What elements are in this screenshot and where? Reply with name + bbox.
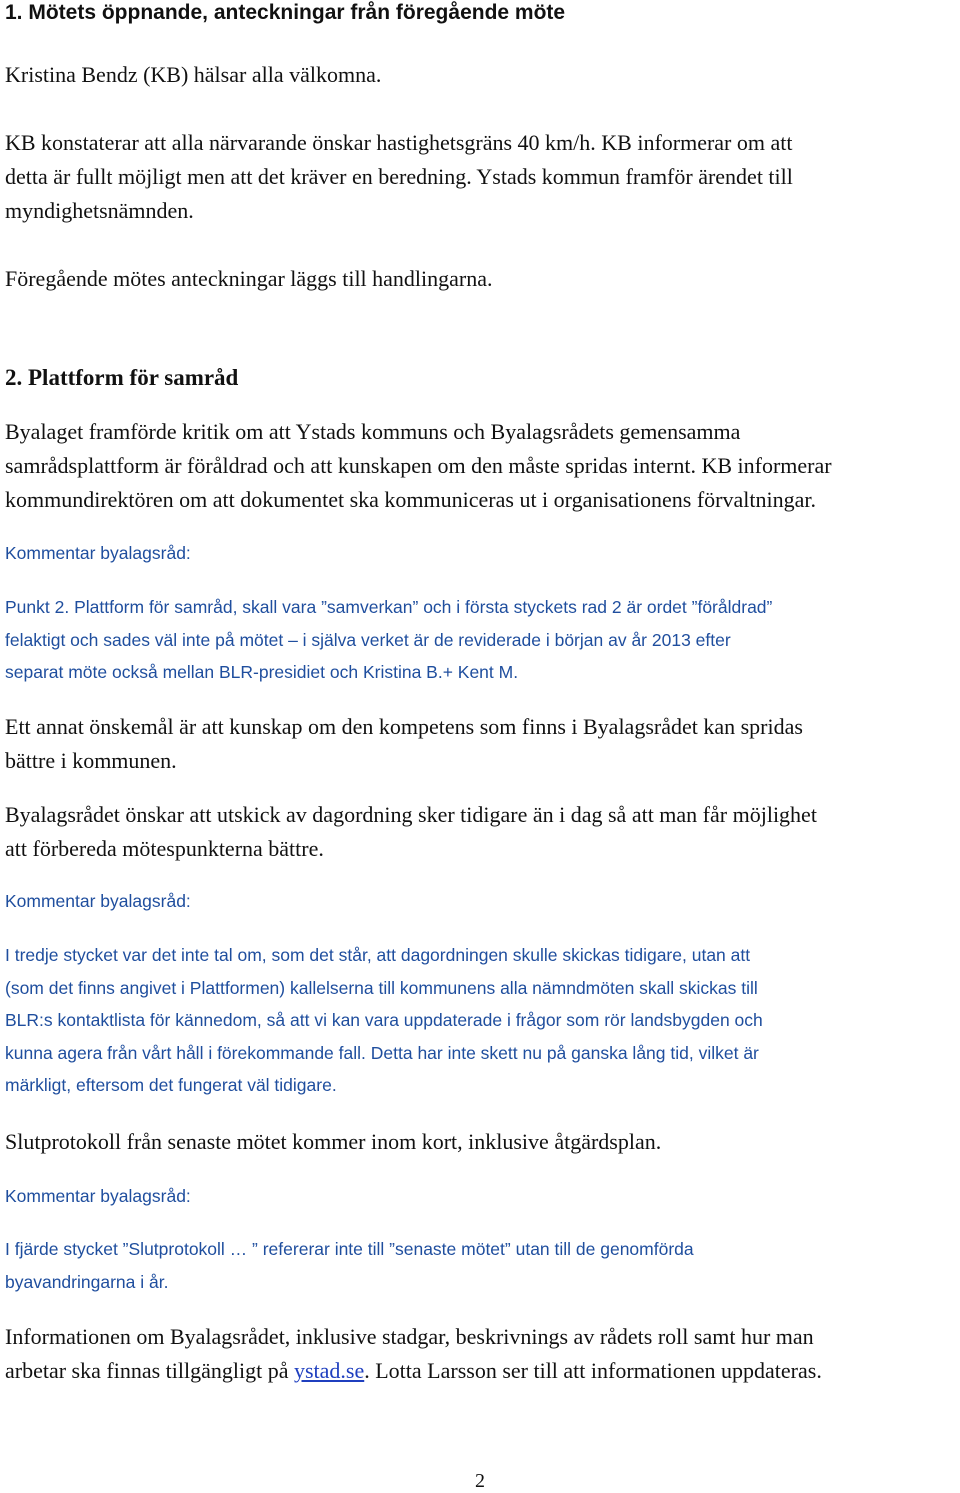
ystad-se-link[interactable]: ystad.se (293, 1358, 365, 1383)
text-line: Byalagsrådet önskar att utskick av dagordning sker tidigare än i dag så att man får möjlighet (5, 802, 817, 827)
section-2-paragraph-1 (5, 415, 832, 517)
comment-1-text (5, 591, 772, 689)
text-line: byavandringarna i år. (5, 1271, 169, 1292)
text-line: Informationen om Byalagsrådet, inklusive stadgar, beskrivnings av rådets roll samt hur man (5, 1324, 814, 1349)
text-line: separat möte också mellan BLR-presidiet och Kristina B.+ Kent M. (5, 662, 519, 682)
text-line: samrådsplattform är föråldrad och att kunskapen om den måste spridas internt. KB informerar (5, 453, 832, 478)
text-line (5, 1354, 822, 1388)
text-line: myndighetsnämnden. (5, 198, 194, 223)
section-2-paragraph-3 (5, 798, 817, 866)
text-segment: arbetar ska finnas tillgängligt på (5, 1358, 294, 1383)
text-line: kunna agera från vårt håll i förekommande fall. Detta har inte skett nu på ganska lång tid, vilket är (5, 1042, 759, 1063)
text-line: Punkt 2. Plattform för samråd, skall vara ”samverkan” och i första styckets rad 2 är ordet ”föråldrad” (5, 597, 773, 617)
section-1-heading: 1. Mötets öppnande, anteckningar från föregående möte (5, 1, 566, 24)
section-1-paragraph-3: Föregående mötes anteckningar läggs till handlingarna. (5, 266, 493, 291)
text-line: att förbereda mötespunkterna bättre. (5, 836, 324, 861)
text-segment: . Lotta Larsson ser till att informationen uppdateras. (364, 1358, 822, 1383)
text-line: KB konstaterar att alla närvarande önskar hastighetsgräns 40 km/h. KB informerar om att (5, 130, 793, 155)
text-line: I tredje stycket var det inte tal om, som det står, att dagordningen skulle skickas tidigare, utan att (5, 945, 751, 965)
text-line: BLR:s kontaktlista för kännedom, så att vi kan vara uppdaterade i frågor som rör landsbygden och (5, 1010, 763, 1030)
comment-2-text (5, 939, 763, 1102)
text-line: bättre i kommunen. (5, 748, 177, 773)
section-2-paragraph-5 (5, 1320, 822, 1388)
text-line: Byalaget framförde kritik om att Ystads kommuns och Byalagsrådets gemensamma (5, 419, 741, 444)
text-line: Ett annat önskemål är att kunskap om den kompetens som finns i Byalagsrådet kan spridas (5, 714, 803, 739)
comment-2-label: Kommentar byalagsråd: (5, 891, 191, 911)
section-2-paragraph-4: Slutprotokoll från senaste mötet kommer inom kort, inklusive åtgärdsplan. (5, 1129, 662, 1154)
text-line: I fjärde stycket ”Slutprotokoll … ” refererar inte till ”senaste mötet” utan till de genomförda (5, 1239, 694, 1259)
comment-3-text (5, 1233, 694, 1298)
text-line: detta är fullt möjligt men att det kräver en beredning. Ystads kommun framför ärendet till (5, 164, 793, 189)
section-2-heading: 2. Plattform för samråd (5, 365, 239, 390)
text-line: märkligt, eftersom det fungerat väl tidigare. (5, 1075, 337, 1095)
text-line: kommundirektören om att dokumentet ska kommuniceras ut i organisationens förvaltningar. (5, 487, 816, 512)
comment-3-label: Kommentar byalagsråd: (5, 1186, 191, 1206)
text-line: felaktigt och sades väl inte på mötet – i själva verket är de reviderade i början av år 2013 efter (5, 629, 731, 650)
section-1-paragraph-1: Kristina Bendz (KB) hälsar alla välkomna. (5, 62, 382, 87)
page-number: 2 (475, 1470, 485, 1492)
comment-1-label: Kommentar byalagsråd: (5, 543, 191, 563)
section-1-paragraph-2 (5, 126, 793, 228)
text-line: (som det finns angivet i Plattformen) kallelserna till kommunens alla nämndmöten skall skickas till (5, 977, 758, 998)
section-2-paragraph-2 (5, 710, 803, 778)
